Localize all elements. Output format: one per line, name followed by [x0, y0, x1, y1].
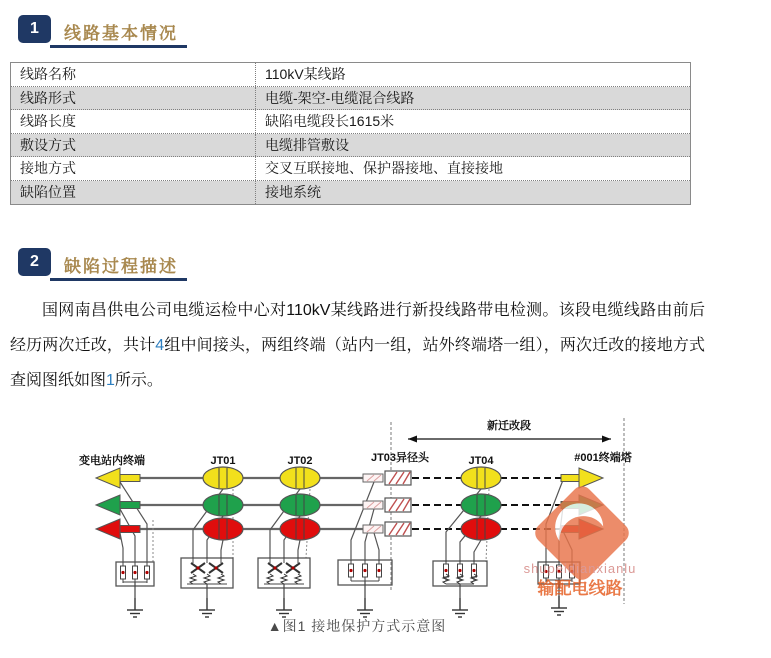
cross-bond-box-jt02	[258, 557, 310, 598]
table-row	[11, 181, 690, 205]
figure-caption: ▲图1 接地保护方式示意图	[267, 618, 447, 634]
left-terminal-arrows	[96, 468, 140, 539]
right-terminal-label: #001终端塔	[574, 452, 632, 464]
figure-reference-number: 1	[106, 372, 115, 389]
direct-ground-box-jt03	[338, 560, 392, 598]
relocated-section-annotation	[408, 436, 611, 443]
row-value: 电缆排管敷设	[265, 136, 349, 153]
joint-ovals-jt01	[203, 467, 243, 540]
row-label: 线路长度	[11, 110, 256, 133]
row-label: 敷设方式	[11, 134, 256, 157]
section-1-underline	[50, 45, 187, 48]
table-row	[11, 134, 690, 158]
section-2-number-badge: 2	[18, 248, 51, 276]
grounding-diagram	[60, 412, 725, 627]
row-value: 缺陷电缆段长1615米	[265, 113, 395, 129]
jt02-label: JT02	[287, 455, 313, 467]
paragraph-number: 4	[155, 337, 165, 354]
transition-joints-jt03	[363, 471, 411, 536]
table-row	[11, 157, 690, 181]
row-label: 线路名称	[11, 63, 256, 86]
earth-symbols	[127, 596, 567, 617]
cross-bond-box-jt01	[181, 557, 233, 598]
ground-connection-lines	[120, 480, 572, 562]
jt03-label: JT03异径头	[370, 452, 430, 464]
section-1-title: 线路基本情况	[64, 24, 178, 43]
left-terminal-label: 变电站内终端	[79, 455, 145, 467]
row-value: 电缆-架空-电缆混合线路	[265, 89, 415, 106]
table-row	[11, 87, 690, 111]
jt01-label: JT01	[210, 455, 236, 467]
watermark-logo	[524, 482, 637, 598]
defect-description-paragraph	[10, 293, 705, 398]
paragraph-text: 所示。	[114, 372, 163, 389]
row-label: 线路形式	[11, 87, 256, 110]
section-1-number-badge: 1	[18, 15, 51, 43]
section-2-underline	[50, 278, 187, 281]
joint-ovals-jt02	[280, 467, 320, 540]
row-label: 接地方式	[11, 157, 256, 180]
watermark-text-en: shupeidianxianlu	[523, 561, 637, 576]
watermark-text-cn: 输配电线路	[537, 579, 623, 598]
relocated-section-label: 新迁改段	[487, 420, 531, 432]
table-row	[11, 63, 690, 87]
row-value: 110kV某线路	[265, 66, 346, 82]
line-basic-info-table	[10, 62, 691, 205]
row-value: 交叉互联接地、保护器接地、直接接地	[265, 160, 503, 176]
paragraph-text: 国网南昌供电公司电缆运检中心对110kV某线路进行新投线路带电检测。该段电缆线路由前后经历两次迁改，共计	[10, 302, 705, 354]
section-2-title: 缺陷过程描述	[64, 257, 178, 276]
joint-ovals-jt04	[461, 467, 501, 540]
paragraph-text: 组中间接头，两组终端（站内一组，站外终端塔一组），两次迁改的接地方式查阅图纸如图	[10, 337, 705, 389]
jt04-label: JT04	[468, 455, 494, 467]
protector-ground-box-jt04	[433, 560, 487, 598]
row-label: 缺陷位置	[11, 181, 256, 205]
direct-ground-box-left-terminal	[116, 562, 154, 598]
table-row	[11, 110, 690, 134]
row-value: 接地系统	[265, 183, 321, 200]
phase-lines-old-section	[138, 478, 363, 529]
